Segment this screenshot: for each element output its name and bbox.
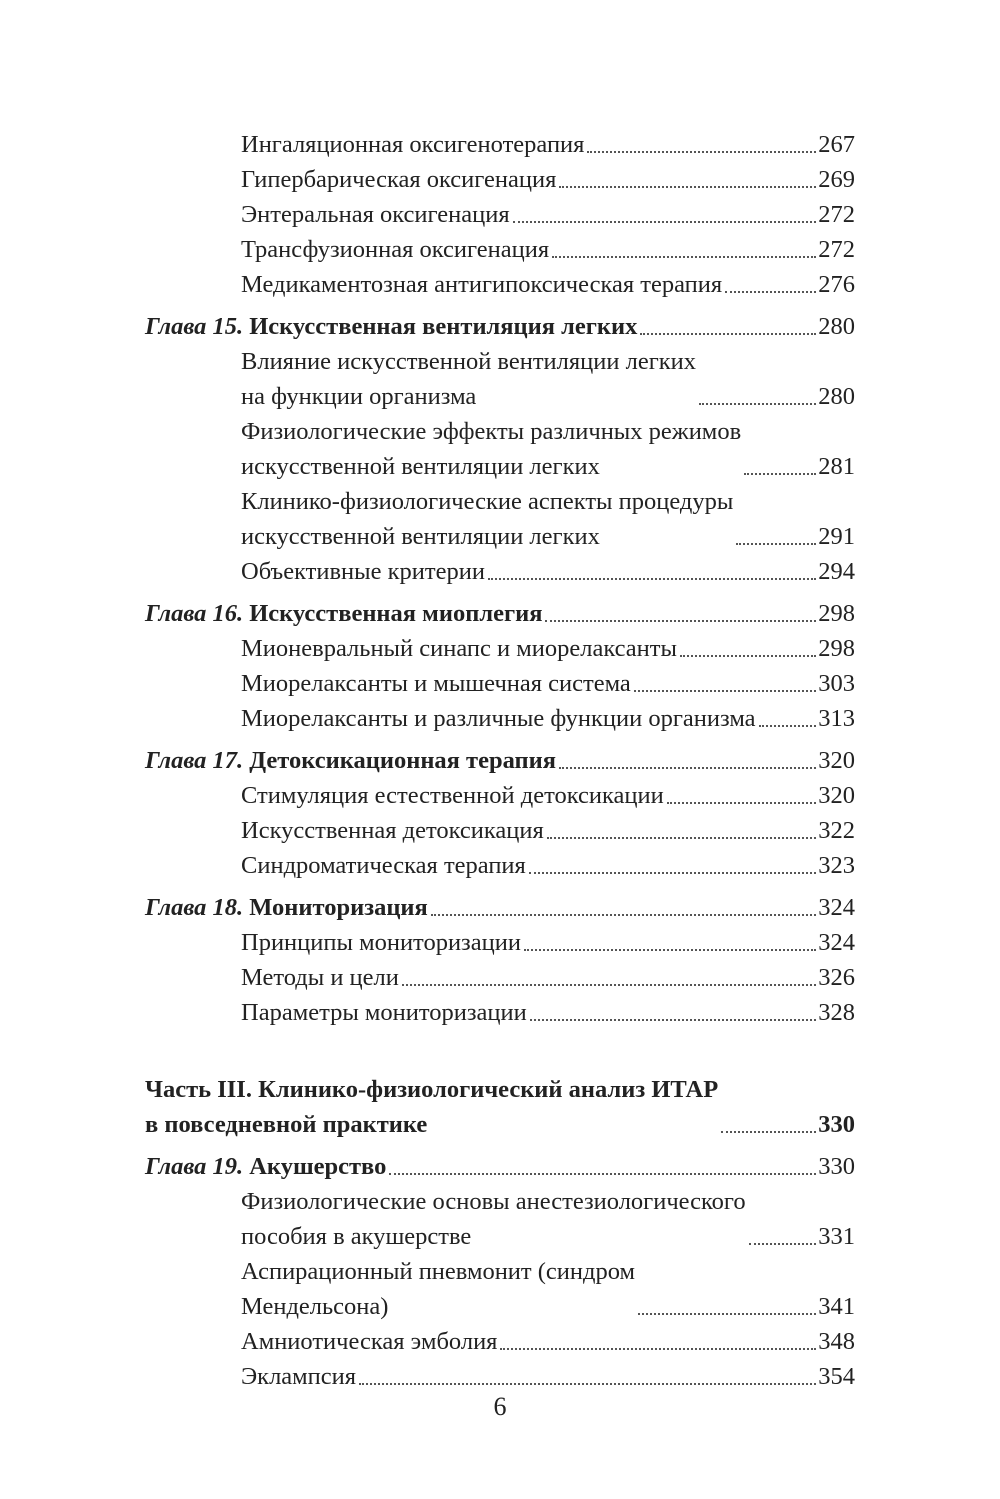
chapter-heading-16[interactable] — [145, 596, 855, 631]
toc-entry[interactable] — [241, 267, 855, 302]
chapter-page: 324 — [818, 894, 855, 921]
chapter-label: Глава 18. — [145, 894, 244, 921]
part-title-line1: Часть III. Клинико-физиологический анализ ИТАР — [145, 1076, 719, 1103]
toc-entry-title: Эклампсия — [241, 1363, 357, 1390]
dot-leader — [634, 690, 816, 692]
toc-entry-title: Искусственная детоксикация — [241, 817, 544, 844]
toc-entry[interactable] — [241, 960, 855, 995]
dot-leader — [545, 620, 816, 622]
chapter-title: Мониторизация — [249, 894, 428, 921]
toc-entry-page: 269 — [818, 166, 855, 193]
toc-entry-title: Стимуляция естественной детоксикации — [241, 782, 664, 809]
chapter-heading-18[interactable] — [145, 890, 855, 925]
toc-entry[interactable] — [241, 666, 855, 701]
toc-entry-page: 354 — [818, 1363, 855, 1390]
dot-leader — [500, 1348, 816, 1350]
dot-leader — [667, 802, 816, 804]
toc-entry-title-line1: Физиологические основы анестезиологического — [241, 1188, 746, 1215]
dot-leader — [559, 767, 816, 769]
toc-entry[interactable] — [241, 162, 855, 197]
chapter-page: 298 — [818, 600, 855, 627]
dot-leader — [749, 1243, 817, 1245]
toc-entry[interactable] — [241, 778, 855, 813]
toc-entry[interactable] — [241, 414, 855, 484]
part-heading-3[interactable] — [145, 1072, 855, 1142]
toc-entry[interactable] — [241, 484, 855, 554]
toc-entry-title-line1: Физиологические эффекты различных режимов — [241, 418, 742, 445]
dot-leader — [721, 1131, 816, 1133]
toc-entry-page: 303 — [818, 670, 855, 697]
toc-entry[interactable] — [241, 344, 855, 414]
toc-entry-page: 291 — [818, 523, 855, 550]
toc-entry-page: 323 — [818, 852, 855, 879]
toc-entry-title-line2: искусственной вентиляции легких — [241, 453, 600, 480]
chapter-title: Искусственная миоплегия — [249, 600, 543, 627]
toc-entry-title: Параметры мониторизации — [241, 999, 527, 1026]
toc-entry-page: 320 — [818, 782, 855, 809]
dot-leader — [488, 578, 816, 580]
toc-entry-page: 324 — [818, 929, 855, 956]
toc-entry-title: Миорелаксанты и мышечная система — [241, 670, 631, 697]
dot-leader — [389, 1173, 816, 1175]
toc-entry-page: 322 — [818, 817, 855, 844]
toc-entry-title: Миорелаксанты и различные функции организма — [241, 705, 756, 732]
chapter-heading-17[interactable] — [145, 743, 855, 778]
dot-leader — [524, 949, 816, 951]
toc-entry-page: 280 — [818, 383, 855, 410]
toc-entry[interactable] — [241, 554, 855, 589]
toc-entry-title: Гипербарическая оксигенация — [241, 166, 557, 193]
dot-leader — [587, 151, 816, 153]
toc-entry-page: 331 — [818, 1223, 855, 1250]
dot-leader — [431, 914, 816, 916]
toc-entry-title-line1: Влияние искусственной вентиляции легких — [241, 348, 697, 375]
toc-entry[interactable] — [241, 925, 855, 960]
table-of-contents — [145, 127, 855, 1394]
dot-leader — [744, 473, 816, 475]
chapter-title: Акушерство — [249, 1153, 387, 1180]
toc-entry-title: Объективные критерии — [241, 558, 485, 585]
dot-leader — [402, 984, 816, 986]
toc-entry-title-line1: Аспирационный пневмонит (синдром — [241, 1258, 636, 1285]
toc-entry-title: Ингаляционная оксигенотерапия — [241, 131, 585, 158]
toc-entry-page: 267 — [818, 131, 855, 158]
chapter-page: 330 — [818, 1153, 855, 1180]
dot-leader — [513, 221, 817, 223]
dot-leader — [736, 543, 816, 545]
toc-entry-page: 276 — [818, 271, 855, 298]
part-title-line2: в повседневной практике — [145, 1111, 428, 1138]
toc-entry[interactable] — [241, 232, 855, 267]
toc-entry[interactable] — [241, 813, 855, 848]
dot-leader — [552, 256, 816, 258]
toc-entry-page: 328 — [818, 999, 855, 1026]
toc-entry-title-line2: Мендельсона) — [241, 1293, 389, 1320]
chapter-title: Детоксикационная терапия — [249, 747, 557, 774]
toc-entry[interactable] — [241, 995, 855, 1030]
toc-entry-page: 298 — [818, 635, 855, 662]
toc-entry[interactable] — [241, 1324, 855, 1359]
toc-entry-page: 326 — [818, 964, 855, 991]
toc-entry-page: 281 — [818, 453, 855, 480]
toc-entry-page: 272 — [818, 201, 855, 228]
toc-entry-title: Энтеральная оксигенация — [241, 201, 510, 228]
toc-entry-title-line2: на функции организма — [241, 383, 477, 410]
chapter-label: Глава 15. — [145, 313, 244, 340]
chapter-label: Глава 16. — [145, 600, 244, 627]
toc-entry[interactable] — [241, 1359, 855, 1394]
toc-entry-title-line2: искусственной вентиляции легких — [241, 523, 600, 550]
page-number: 6 — [493, 1392, 507, 1421]
toc-entry-title: Амниотическая эмболия — [241, 1328, 498, 1355]
dot-leader — [638, 1313, 816, 1315]
toc-entry[interactable] — [241, 1184, 855, 1254]
toc-entry-title: Мионевральный синапс и миорелаксанты — [241, 635, 677, 662]
chapter-heading-15[interactable] — [145, 309, 855, 344]
chapter-label: Глава 17. — [145, 747, 244, 774]
dot-leader — [359, 1383, 816, 1385]
toc-entry[interactable] — [241, 631, 855, 666]
toc-entry[interactable] — [241, 197, 855, 232]
dot-leader — [640, 333, 816, 335]
toc-entry-page: 272 — [818, 236, 855, 263]
toc-entry-page: 348 — [818, 1328, 855, 1355]
part-page: 330 — [818, 1111, 855, 1138]
toc-entry-page: 341 — [818, 1293, 855, 1320]
dot-leader — [680, 655, 816, 657]
dot-leader — [529, 872, 816, 874]
dot-leader — [530, 1019, 816, 1021]
toc-entry[interactable] — [241, 1254, 855, 1324]
chapter-heading-19[interactable] — [145, 1149, 855, 1184]
toc-entry-page: 294 — [818, 558, 855, 585]
toc-entry[interactable] — [241, 701, 855, 736]
toc-entry-title: Медикаментозная антигипоксическая терапия — [241, 271, 723, 298]
dot-leader — [699, 403, 816, 405]
toc-entry-title: Принципы мониторизации — [241, 929, 521, 956]
toc-entry-title: Методы и цели — [241, 964, 399, 991]
toc-entry-title-line1: Клинико-физиологические аспекты процедуры — [241, 488, 734, 515]
chapter-page: 280 — [818, 313, 855, 340]
chapter-page: 320 — [818, 747, 855, 774]
chapter-title: Искусственная вентиляция легких — [249, 313, 638, 340]
toc-entry[interactable] — [241, 848, 855, 883]
toc-entry-title: Трансфузионная оксигенация — [241, 236, 550, 263]
dot-leader — [759, 725, 817, 727]
dot-leader — [559, 186, 816, 188]
toc-entry-title-line2: пособия в акушерстве — [241, 1223, 472, 1250]
dot-leader — [547, 837, 816, 839]
chapter-label: Глава 19. — [145, 1153, 244, 1180]
toc-entry-page: 313 — [818, 705, 855, 732]
toc-entry-title: Синдроматическая терапия — [241, 852, 526, 879]
dot-leader — [725, 291, 816, 293]
toc-entry[interactable] — [241, 127, 855, 162]
